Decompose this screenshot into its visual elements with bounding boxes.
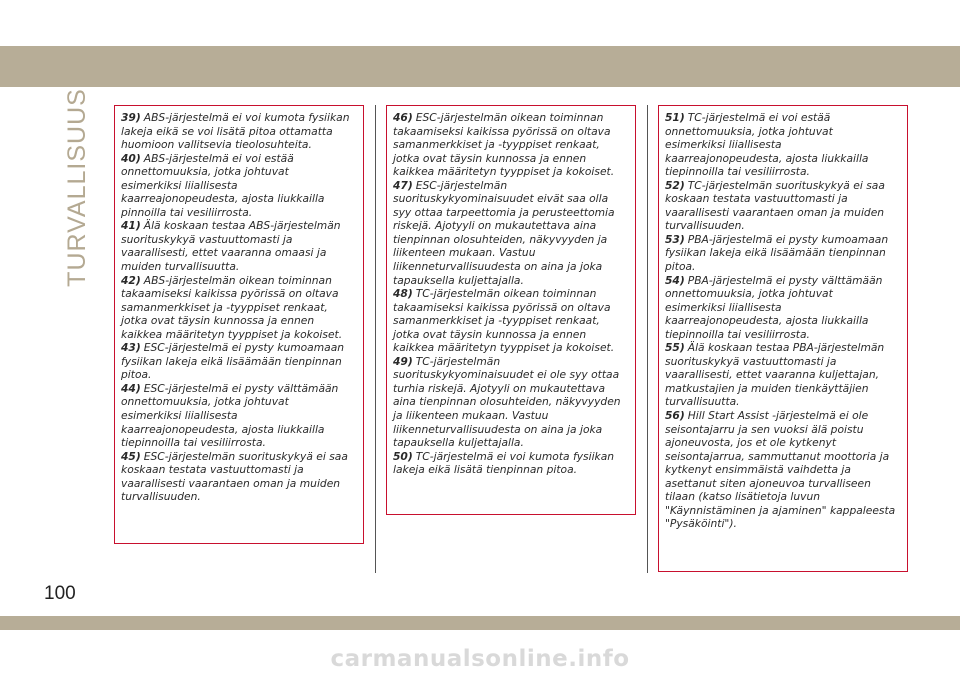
note-number: 55)	[665, 341, 685, 355]
warning-note	[665, 233, 904, 274]
column-divider	[375, 105, 376, 573]
section-title	[62, 87, 92, 287]
warning-note	[393, 179, 632, 287]
warning-notes-column-1	[114, 105, 364, 544]
note-text: ABS-järjestelmän oikean toiminnan takaamiseksi kaikissa pyörissä on oltava samanmerkkiset ja -tyyppiset renkaat, jotka ovat täysin kunnossa ja ennen kaikkea määritetyn tyyppiset ja kokoiset.	[121, 273, 343, 341]
warning-note	[121, 111, 360, 152]
note-text: TC-järjestelmä ei voi kumota fysiikan lakeja eikä lisätä tienpinnan pitoa.	[393, 449, 615, 477]
note-number: 50)	[393, 449, 413, 463]
warning-note	[393, 450, 632, 477]
note-number: 56)	[665, 409, 685, 423]
warning-note	[665, 409, 904, 531]
warning-note	[393, 287, 632, 355]
watermark: carmanualsonline.info	[330, 646, 630, 672]
warning-notes-column-3	[658, 105, 908, 572]
note-text: TC-järjestelmän suorituskykyominaisuudet ei ole syy ottaa turhia riskejä. Ajotyyli on mukautettava aina tienpinnan olosuhteiden, näkyvyyden ja liikenteen mukaan. Vastuu liikenneturvallisuudesta on aina ja joka tapauksella kuljettajalla.	[393, 354, 621, 450]
warning-note	[393, 111, 632, 179]
note-text: PBA-järjestelmä ei pysty välttämään onnettomuuksia, jotka johtuvat esimerkiksi liiallisesta kaarreajonopeudesta, ajosta liukkailla tiepinnoilla tai vesiliirrosta.	[665, 273, 883, 341]
note-number: 41)	[121, 219, 141, 233]
page-number: 100	[44, 583, 76, 604]
note-text: ESC-järjestelmä ei pysty välttämään onnettomuuksia, jotka johtuvat esimerkiksi liiallisesta kaarreajonopeudesta, ajosta liukkailla tiepinnoilla tai vesiliirrosta.	[121, 381, 339, 450]
note-text: Hill Start Assist -järjestelmä ei ole seisontajarru ja sen vuoksi älä poistu ajoneuvosta, jos et ole kytkenyt seisontajarrua, sammuttanut moottoria ja kytkenyt ensimmäistä vaihdetta ja asettanut siten ajoneuvoa turvalliseen tilaan (katso lisätietoja luvun "Käynnistäminen ja ajaminen" kappaleesta "Pysäköinti").	[665, 409, 896, 531]
warning-note	[121, 219, 360, 273]
warning-note	[665, 179, 904, 233]
note-number: 43)	[121, 341, 141, 355]
warning-note	[121, 450, 360, 504]
note-number: 47)	[393, 178, 413, 192]
note-number: 45)	[121, 449, 141, 463]
note-text: ESC-järjestelmän suorituskykyä ei saa koskaan testata vastuuttomasti ja vaarallisesti vaarantaen oman ja muiden turvallisuuden.	[121, 449, 348, 504]
warning-note	[665, 341, 904, 409]
note-text: PBA-järjestelmä ei pysty kumoamaan fysiikan lakeja eikä lisäämään tienpinnan pitoa.	[665, 232, 889, 274]
warning-note	[121, 274, 360, 342]
note-text: ESC-järjestelmän suorituskykyominaisuudet eivät saa olla syy ottaa tarpeettomia ja perusteettomia riskejä. Ajotyyli on mukautettava aina tienpinnan olosuhteiden, näkyvyyden ja liikenteen mukaan. Vastuu liikenneturvallisuudesta on aina ja joka tapauksella kuljettajalla.	[393, 178, 615, 287]
note-number: 46)	[393, 111, 413, 124]
note-text: ESC-järjestelmän oikean toiminnan takaamiseksi kaikissa pyörissä on oltava samanmerkkiset ja -tyyppiset renkaat, jotka ovat täysin kunnossa ja ennen kaikkea määritetyn tyyppiset ja kokoiset.	[393, 111, 615, 179]
note-text: TC-järjestelmä ei voi estää onnettomuuksia, jotka johtuvat esimerkiksi liiallisesta kaarreajonopeudesta, ajosta liukkailla tiepinnoilla tai vesiliirrosta.	[665, 111, 869, 179]
note-text: TC-järjestelmän suorituskykyä ei saa koskaan testata vastuuttomasti ja vaarallisesti vaarantaen oman ja muiden turvallisuuden.	[665, 178, 885, 233]
note-text: ABS-järjestelmä ei voi estää onnettomuuksia, jotka johtuvat esimerkiksi liiallisesta kaarreajonopeudesta, ajosta liukkailla pinnoilla tai vesiliirrosta.	[121, 151, 325, 219]
section-title-text: TURVALLISUUS	[62, 87, 91, 287]
note-number: 54)	[665, 273, 685, 287]
warning-note	[665, 111, 904, 179]
warning-note	[121, 382, 360, 450]
note-number: 44)	[121, 381, 141, 395]
column-divider	[647, 105, 648, 573]
note-number: 39)	[121, 111, 141, 124]
note-number: 52)	[665, 178, 685, 192]
note-number: 51)	[665, 111, 685, 124]
warning-notes-column-2	[386, 105, 636, 515]
note-text: Älä koskaan testaa ABS-järjestelmän suorituskykyä vastuuttomasti ja vaarallisesti, ettet vaaranna omaasi ja muiden turvallisuutta.	[121, 219, 341, 274]
note-number: 40)	[121, 151, 141, 165]
note-text: TC-järjestelmän oikean toiminnan takaamiseksi kaikissa pyörissä on oltava samanmerkkiset ja -tyyppiset renkaat, jotka ovat täysin kunnossa ja ennen kaikkea määritetyn tyyppiset ja kokoiset.	[393, 287, 615, 355]
warning-note	[121, 152, 360, 220]
note-number: 53)	[665, 232, 685, 246]
warning-note	[121, 341, 360, 382]
warning-note	[665, 274, 904, 342]
header-band	[0, 46, 960, 87]
note-text: Älä koskaan testaa PBA-järjestelmän suorituskykyä vastuuttomasti ja vaarallisesti, ettet vaaranna kuljettajan, matkustajien ja muiden tienkäyttäjien turvallisuutta.	[665, 341, 885, 409]
note-text: ABS-järjestelmä ei voi kumota fysiikan lakeja eikä se voi lisätä pitoa ottamatta huomioon vallitsevia tieolosuhteita.	[121, 111, 350, 152]
note-text: ESC-järjestelmä ei pysty kumoamaan fysiikan lakeja eikä lisäämään tienpinnan pitoa.	[121, 341, 345, 382]
note-number: 42)	[121, 273, 141, 287]
note-number: 49)	[393, 354, 413, 368]
warning-note	[393, 355, 632, 450]
footer-band	[0, 616, 960, 630]
note-number: 48)	[393, 287, 413, 301]
